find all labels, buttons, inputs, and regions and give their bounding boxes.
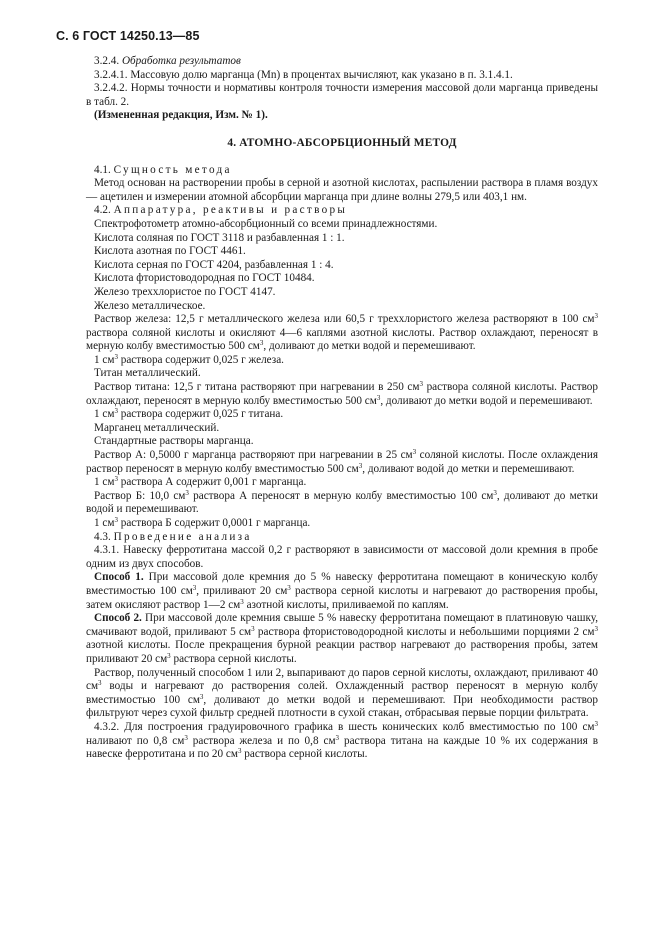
titanium-solution: Раствор титана: 12,5 г титана растворяют при нагревании в 250 $см^3$ раствора соляной кислоты. Раствор охлаждают, переносят в мерную колбу вместимостью 500 $см^3$, доливают до метки водой и перемешивают. [86,380,598,407]
page-header: С. 6 ГОСТ 14250.13—85 [56,29,200,43]
equipment-item: Спектрофотометр атомно-абсорбционный со всеми принадлежностями. [94,217,438,230]
document-body [86,55,598,762]
clause-4-3-2: 4.3.2. Для построения градуировочного графика в шесть конических колб вместимостью по 100 $см^3$ наливают по 0,8 $см^3$ раствора железа и по 0,8 $см^3$ раствора титана на каждые 10 % их содержания в навеске ферротитана и по 20 $см^3$ раствора серной кислоты. [86,719,599,761]
equipment-item: Железо металлическое. [94,299,206,312]
equipment-item: Кислота азотная по ГОСТ 4461. [94,245,246,258]
solution-a: Раствор А: 0,5000 г марганца растворяют при нагревании в 25 $см^3$ соляной кислоты. После охлаждения раствор переносят в мерную колбу вместимостью 500 $см^3$, доливают водой до метки и перемешивают. [86,448,598,475]
clause-4-2-heading: 4.2. Аппаратура, реактивы и растворы [94,204,348,217]
clause-4-1-text: Метод основан на растворении пробы в серной и азотной кислотах, распылении раствора в пламя воздух — ацетилен и измерении атомной абсорбции марганца при длине волны 279,5 или 403,1 нм. [86,177,598,203]
titanium-metal: Титан металлический. [94,367,201,380]
method-2: Способ 2. При массовой доле кремния свыше 5 % навеску ферротитана помещают в платиновую чашку, смачивают водой, приливают 5 $см^3$ раствора фтористоводородной кислоты и небольшими порциями 2 $см^3$ азотной кислоты. После прекращения бурной реакции раствор нагревают до растворения пробы, затем приливают 20 $см^3$ раствора серной кислоты. [86,612,598,665]
iron-concentration: 1 $см^3$ раствора содержит 0,025 г железа. [94,352,284,366]
iron-solution: Раствор железа: 12,5 г металлического железа или 60,5 г треххлористого железа растворяют в 100 $см^3$ раствора соляной кислоты и окисляют 4—6 каплями азотной кислоты. Раствор охлаждают, переносят в мерную колбу вместимостью 500 $см^3$, доливают до метки водой и перемешивают. [86,312,598,353]
amendment-note: (Измененная редакция, Изм. № 1). [94,109,268,122]
manganese-standards: Стандартные растворы марганца. [94,435,254,448]
clause-4-3-heading: 4.3. Проведение анализа [94,530,252,543]
section-4-title: 4. АТОМНО-АБСОРБЦИОННЫЙ МЕТОД [227,136,457,149]
clause-4-3-1: 4.3.1. Навеску ферротитана массой 0,2 г растворяют в зависимости от массовой доли кремния в пробе одним из двух способов. [86,544,598,570]
manganese-metal: Марганец металлический. [94,421,220,434]
solution-a-concentration: 1 $см^3$ раствора А содержит 0,001 г марганца. [94,475,307,489]
equipment-item: Кислота серная по ГОСТ 4204, разбавленная 1 : 4. [94,258,334,271]
equipment-item: Кислота фтористоводородная по ГОСТ 10484. [94,272,315,285]
method-1: Способ 1. При массовой доле кремния до 5 % навеску ферротитана помещают в коническую колбу вместимостью 100 $см^3$, приливают 20 $см^3$ раствора серной кислоты и нагревают до растворения пробы, затем окисляют раствор 1—2 $см^3$ азотной кислоты, приливаемой по каплям. [86,571,598,611]
titanium-concentration: 1 $см^3$ раствора содержит 0,025 г титана. [94,407,284,421]
clause-3-2-4-1: 3.2.4.1. Массовую долю марганца (Mn) в процентах вычисляют, как указано в п. 3.1.4.1. [94,68,513,81]
equipment-item: Железо треххлористое по ГОСТ 4147. [94,285,276,298]
solution-processing: Раствор, полученный способом 1 или 2, выпаривают до паров серной кислоты, охлаждают, приливают 40 $см^3$ воды и нагревают до растворения солей. Охлажденный раствор переносят в мерную колбу вместимостью 100 $см^3$, доливают до метки водой и перемешивают. При необходимости раствор фильтруют через сухой фильтр средней плотности в сухой стакан, отбрасывая первые порции фильтрата. [86,666,598,720]
clause-3-2-4-2: 3.2.4.2. Нормы точности и нормативы контроля точности измерения массовой доли марганца приведены в табл. 2. [86,82,598,108]
solution-b: Раствор Б: 10,0 $см^3$ раствора А переносят в мерную колбу вместимостью 100 $см^3$, доливают до метки водой и перемешивают. [86,488,598,516]
clause-3-2-4: 3.2.4. Обработка результатов [94,55,241,67]
equipment-item: Кислота соляная по ГОСТ 3118 и разбавленная 1 : 1. [94,231,345,244]
solution-b-concentration: 1 $см^3$ раствора Б содержит 0,0001 г марганца. [94,516,311,529]
clause-4-1-heading: 4.1. Сущность метода [94,163,232,176]
